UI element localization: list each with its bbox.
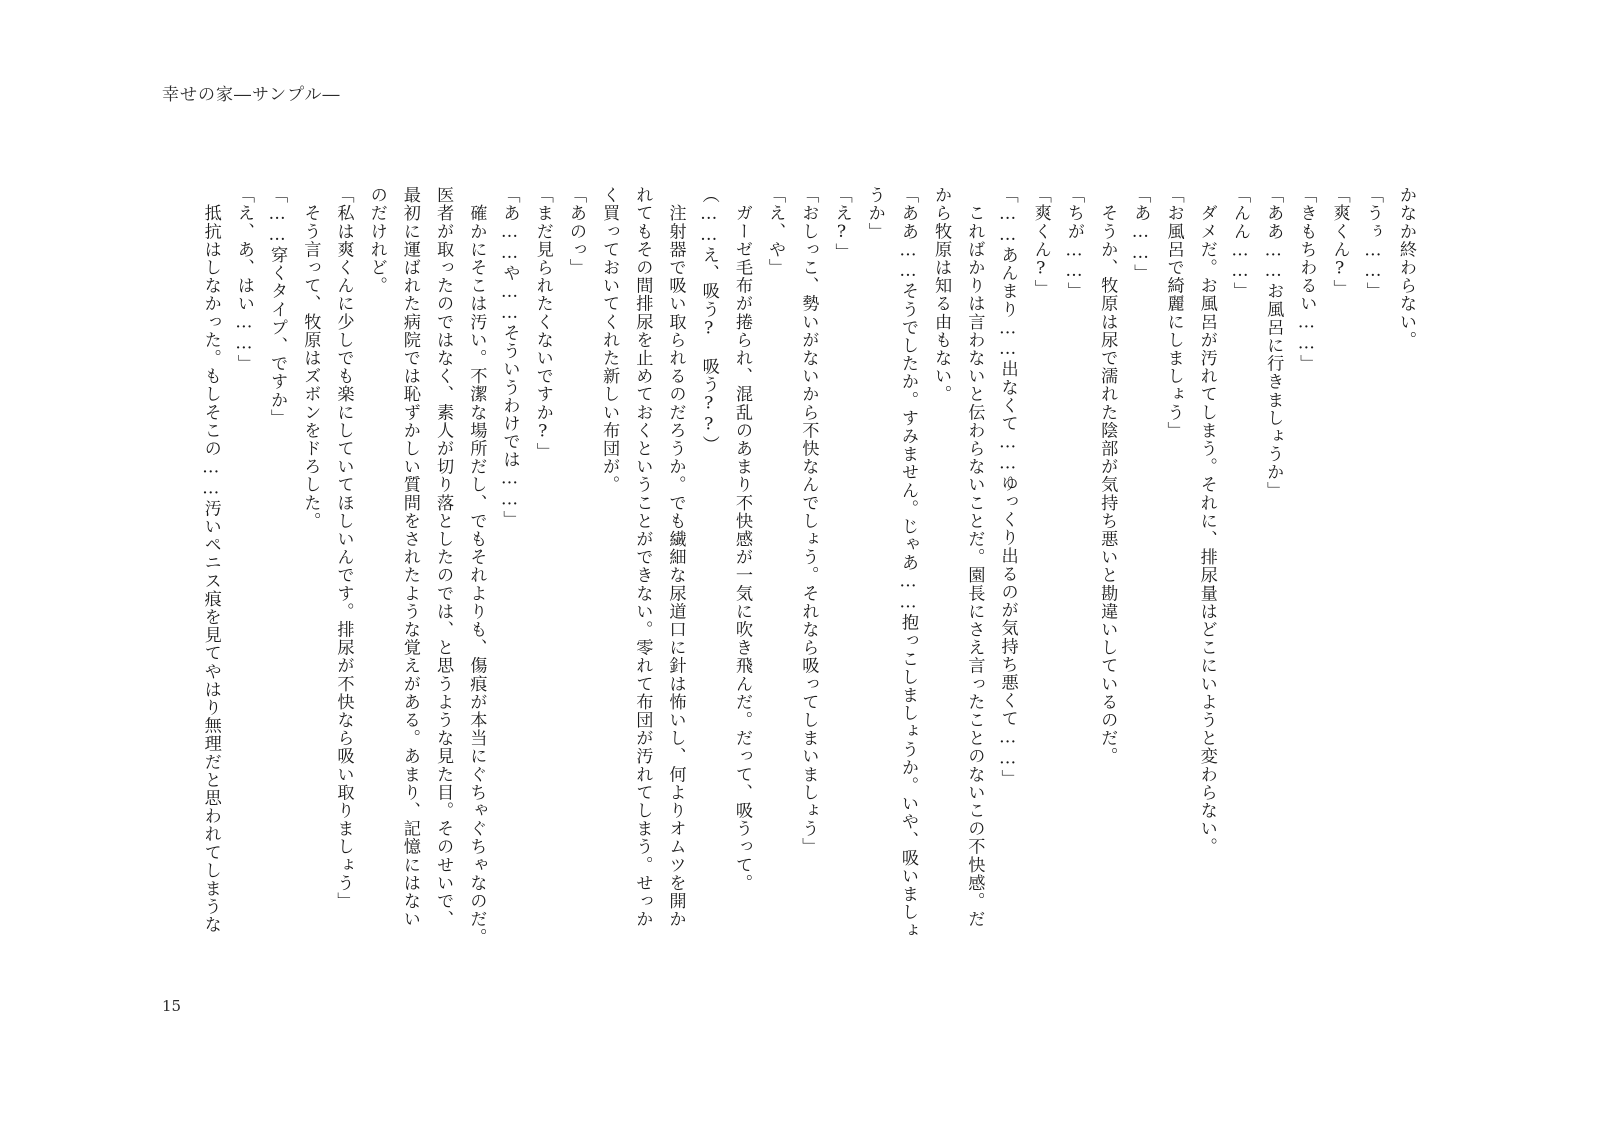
- text-line: 「ああ……そうでしたか。すみません。じゃあ……抱っこしましょうか。いや、吸いましょ: [897, 186, 918, 940]
- text-line: 「おしっこ、勢いがないから不快なんでしょう。それなら吸ってしまいましょう」: [798, 186, 819, 856]
- text-line: 「私は爽くんに少しでも楽にしていてほしいんです。排尿が不快なら吸い取りましょう」: [333, 186, 354, 910]
- text-line: く買っておいてくれた新しい布団が。: [599, 186, 620, 494]
- text-line: 「きもちわるい……」: [1296, 186, 1317, 373]
- text-line: 確かにそこは汚い。不潔な場所だし、でもそれよりも、傷痕が本当にぐちゃぐちゃなのだ。: [466, 186, 487, 947]
- text-line: 医者が取ったのではなく、素人が切り落としたのでは、と思うような見た目。そのせいで、: [433, 186, 454, 929]
- text-line: かなか終わらない。: [1396, 186, 1416, 349]
- text-line: のだけれど。: [366, 186, 387, 295]
- text-line: うか」: [864, 186, 885, 241]
- text-line: 「あ……」: [1130, 186, 1151, 283]
- text-line: 「うぅ……」: [1362, 186, 1383, 301]
- text-line: そうか、牧原は尿で濡れた陰部が気持ち悪いと勘違いしているのだ。: [1097, 186, 1118, 766]
- text-line: 「あ……や……そういうわけでは……」: [499, 186, 520, 529]
- text-line: れてもその間排尿を止めておくということができない。零れて布団が汚れてしまう。せっか: [632, 186, 653, 929]
- body-text: [182, 186, 1422, 976]
- text-line: 抵抗はしなかった。もしそこの……汚いペニス痕を見てやはり無理だと思われてしまうな: [200, 186, 221, 934]
- text-line: 「お風呂で綺麗にしましょう」: [1163, 186, 1184, 440]
- running-header: 幸せの家―サンプル―: [162, 85, 341, 105]
- text-line: 「……あんまり……出なくて……ゆっくり出るのが気持ち悪くて……」: [997, 186, 1018, 788]
- text-line: 「え、や」: [765, 186, 786, 277]
- text-line: から牧原は知る由もない。: [931, 186, 952, 404]
- text-line: 「え、あ、はい……」: [233, 186, 254, 373]
- text-line: 「爽くん?」: [1329, 186, 1350, 298]
- text-line: ダメだ。お風呂が汚れてしまう。それに、排尿量はどこにいようと変わらない。: [1196, 186, 1217, 856]
- text-line: 「ああ……お風呂に行きましょうか」: [1263, 186, 1284, 500]
- text-line: 最初に運ばれた病院では恥ずかしい質問をされたような覚えがある。あまり、記憶にはない: [399, 186, 420, 929]
- text-line: 「あのっ」: [565, 186, 586, 277]
- text-line: そう言って、牧原はズボンをドろした。: [300, 186, 321, 530]
- text-line: 「ちが……」: [1063, 186, 1084, 301]
- text-line: 「爽くん?」: [1030, 186, 1051, 298]
- text-line: 「え?」: [831, 186, 852, 262]
- text-line: （……え、吸う? 吸う??）: [698, 186, 719, 454]
- text-line: 「んん……」: [1229, 186, 1250, 301]
- text-line: 「まだ見られたくないですか?」: [532, 186, 553, 461]
- text-line: 「……穿くタイプ、ですか」: [267, 186, 288, 427]
- text-line: 注射器で吸い取られるのだろうか。でも繊細な尿道口に針は怖いし、何よりオムツを開か: [665, 186, 686, 929]
- page-number: 15: [162, 997, 182, 1015]
- text-line: ガーゼ毛布が捲られ、混乱のあまり不快感が一気に吹き飛んだ。だって、吸うって。: [731, 186, 752, 892]
- text-line: こればかりは言わないと伝わらないことだ。園長にさえ言ったことのないこの不快感。だ: [964, 186, 985, 929]
